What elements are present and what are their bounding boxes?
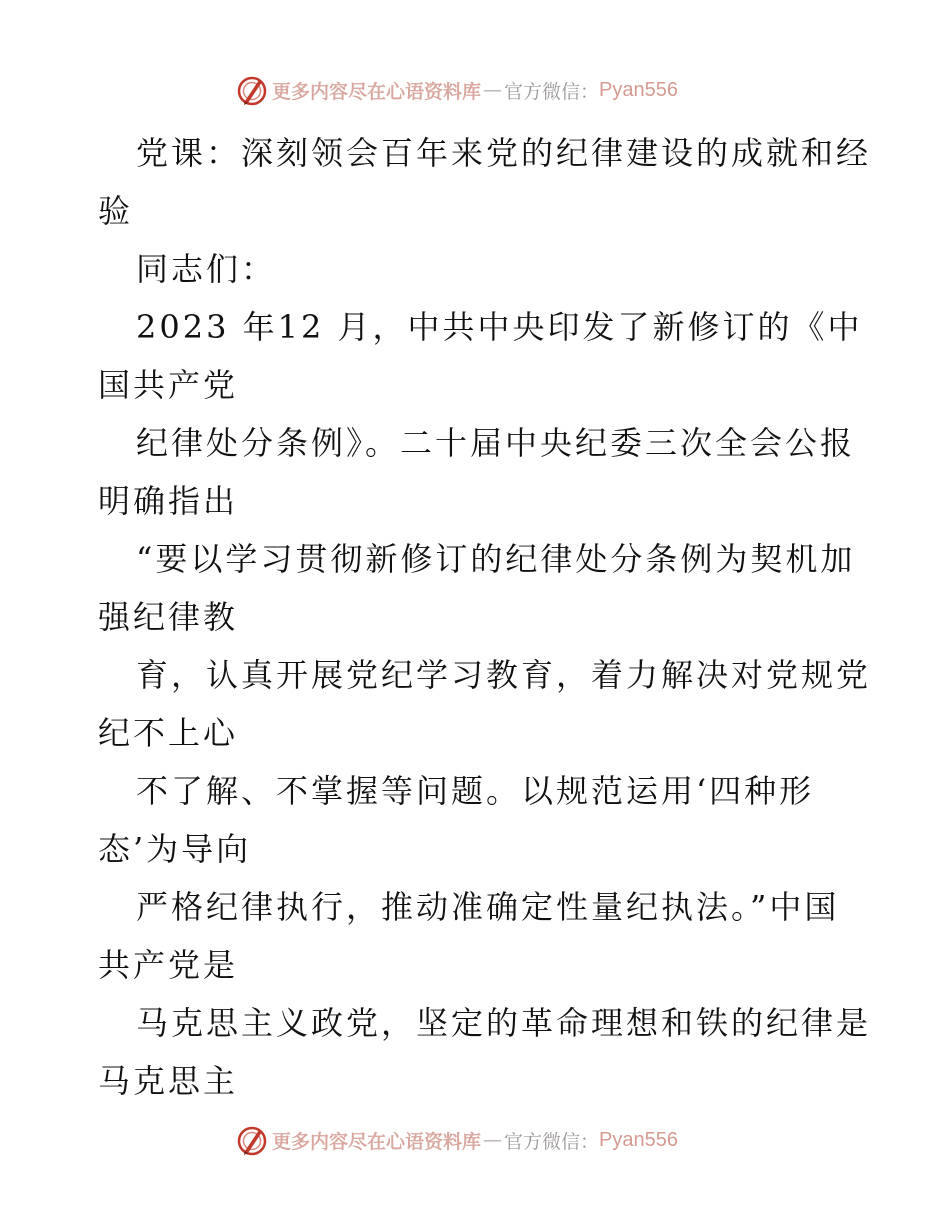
document-body <box>98 124 872 1110</box>
text-line: 明确指出 <box>98 482 239 520</box>
text-line: 马克思主义政党，坚定的革命理想和铁的纪律是 <box>136 1004 872 1042</box>
watermark-subtitle: 官方微信： <box>504 80 600 103</box>
text-line: 强纪律教 <box>98 598 239 636</box>
pen-logo-icon <box>236 1124 268 1156</box>
watermark-title: 更多内容尽在心语资料库 <box>272 1130 482 1153</box>
watermark-dash: — <box>483 1129 503 1151</box>
text-line: 同志们： <box>136 250 277 288</box>
watermark-dash: — <box>483 79 503 101</box>
text-line: 国共产党 <box>98 366 239 404</box>
text-line: 育，认真开展党纪学习教育，着力解决对党规党 <box>136 656 872 694</box>
text-line: 纪律处分条例》。二十届中央纪委三次全会公报 <box>136 424 856 462</box>
pen-logo-icon <box>236 74 268 106</box>
watermark-wechat-id: Pyan556 <box>599 1128 678 1151</box>
text-line: 验 <box>98 192 134 230</box>
text-line: 不了解、不掌握等问题。以规范运用‘四种形 <box>136 772 815 810</box>
watermark-title: 更多内容尽在心语资料库 <box>272 80 482 103</box>
text-line: “要以学习贯彻新修订的纪律处分条例为契机加 <box>136 540 856 578</box>
footer-watermark <box>236 1122 678 1158</box>
text-line: 党课：深刻领会百年来党的纪律建设的成就和经 <box>136 134 872 172</box>
text-line: 共产党是 <box>98 946 239 984</box>
text-line: 马克思主 <box>98 1062 239 1100</box>
watermark-wechat-id: Pyan556 <box>599 78 678 101</box>
text-line: 纪不上心 <box>98 714 239 752</box>
text-line: 严格纪律执行，推动准确定性量纪执法。”中国 <box>136 888 840 926</box>
text-line: 2023 年12 月，中共中央印发了新修订的《中 <box>136 308 863 346</box>
text-line: 态’为导向 <box>98 830 252 868</box>
header-watermark <box>236 72 678 108</box>
watermark-subtitle: 官方微信： <box>504 1130 600 1153</box>
